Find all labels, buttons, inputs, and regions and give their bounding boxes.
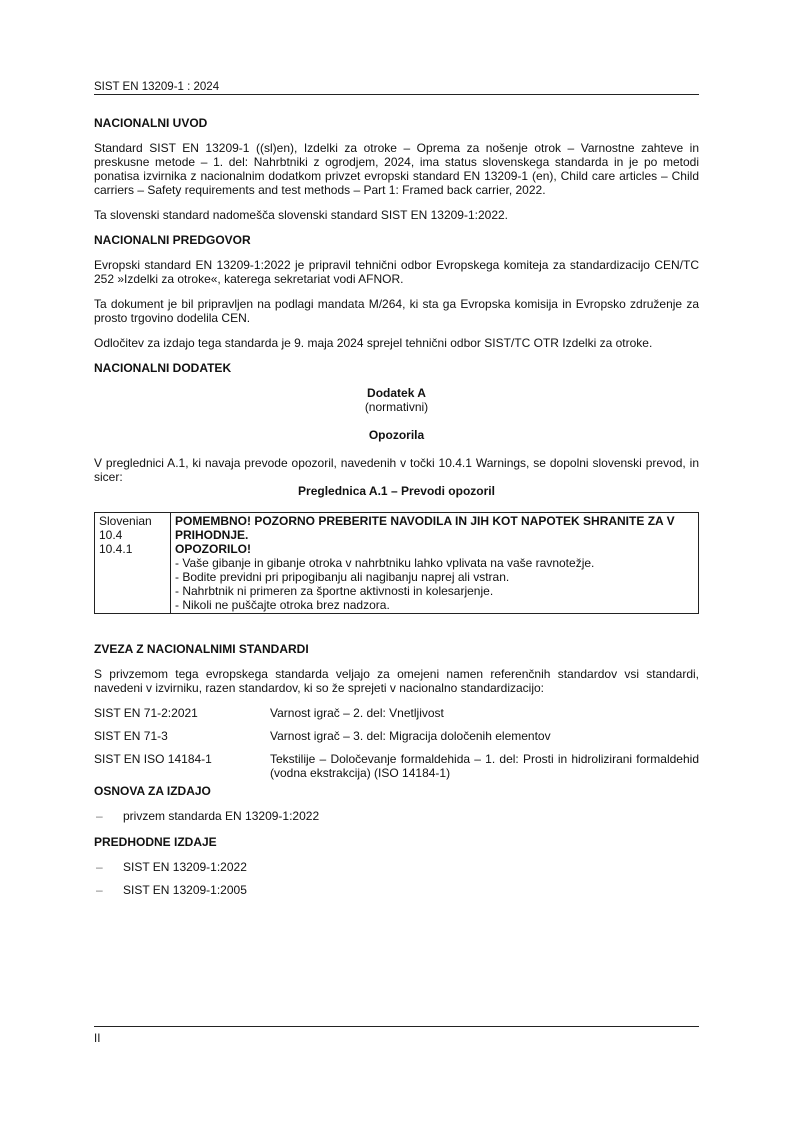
warnings-table	[94, 512, 699, 614]
reference-code: SIST EN 71-2:2021	[94, 706, 198, 720]
warning-item: - Nikoli ne puščajte otroka brez nadzora.	[175, 598, 390, 612]
previous-edition: SIST EN 13209-1:2005	[123, 883, 247, 897]
running-header: SIST EN 13209-1 : 2024	[94, 81, 220, 93]
warning-item: - Nahrbtnik ni primeren za športne aktivnosti in kolesarjenje.	[175, 584, 494, 598]
national-foreword-heading: NACIONALNI PREDGOVOR	[94, 233, 251, 247]
annex-type: (normativni)	[364, 400, 429, 414]
warning-item: - Vaše gibanje in gibanje otroka v nahrbtniku lahko vplivata na vaše ravnotežje.	[175, 556, 595, 570]
header-divider	[94, 94, 699, 95]
basis-item: privzem standarda EN 13209-1:2022	[123, 809, 320, 823]
previous-edition: SIST EN 13209-1:2022	[123, 860, 247, 874]
warning-label: OPOZORILO!	[175, 542, 251, 556]
dash-bullet: –	[96, 809, 103, 823]
replaces-paragraph: Ta slovenski standard nadomešča slovenski standard SIST EN 13209-1:2022.	[94, 208, 509, 222]
reference-title: Tekstilije – Določevanje formaldehida – 1. del: Prosti in hidrolizirani formaldehid (vodna ekstrakcija) (ISO 14184-1)	[270, 752, 699, 780]
national-standards-intro: S privzemom tega evropskega standarda veljajo za omejeni namen referenčnih standardov vsi standardi, navedeni v izvirniku, razen standardov, ki so že sprejeti v nacionalno standardizacijo:	[94, 667, 699, 695]
national-annex-heading: NACIONALNI DODATEK	[94, 361, 232, 375]
translation-cell	[171, 513, 699, 614]
national-intro-heading: NACIONALNI UVOD	[94, 116, 208, 130]
reference-row	[94, 729, 699, 743]
list-item	[94, 883, 699, 897]
foreword-paragraph-3: Odločitev za izdajo tega standarda je 9. maja 2024 sprejel tehnični odbor SIST/TC OTR Izdelki za otroke.	[94, 336, 653, 350]
reference-title: Varnost igrač – 3. del: Migracija določenih elementov	[270, 729, 551, 743]
table-caption: Preglednica A.1 – Prevodi opozoril	[298, 484, 495, 498]
list-item	[94, 860, 699, 874]
list-item	[94, 809, 699, 823]
reference-code: SIST EN ISO 14184-1	[94, 752, 212, 766]
dash-bullet: –	[96, 860, 103, 874]
document-page	[94, 0, 699, 1122]
reference-row	[94, 706, 699, 720]
annex-name: Opozorila	[368, 428, 425, 442]
subclause-number: 10.4.1	[99, 542, 133, 556]
clause-number: 10.4	[99, 528, 123, 542]
national-standards-heading: ZVEZA Z NACIONALNIMI STANDARDI	[94, 642, 309, 656]
important-notice: POMEMBNO! POZORNO PREBERITE NAVODILA IN JIH KOT NAPOTEK SHRANITE ZA V PRIHODNJE.	[175, 514, 675, 542]
language-cell	[95, 513, 171, 614]
national-intro-paragraph: Standard SIST EN 13209-1 ((sl)en), Izdelki za otroke – Oprema za nošenje otrok – Varnostne zahteve in preskusne metode – 1. del: Nahrbtniki z ogrodjem, 2024, ima status slovenskega standarda in je po metodi ponatisa izvirnika z nacionalnim dodatkom privzet evropski standard EN 13209-1 (en), Child care articles – Child carriers – Safety requirements and test methods – Part 1: Framed back carrier, 2022.	[94, 141, 699, 197]
warning-item: - Bodite previdni pri pripogibanju ali nagibanju naprej ali vstran.	[175, 570, 510, 584]
foreword-paragraph-1: Evropski standard EN 13209-1:2022 je pripravil tehnični odbor Evropskega komiteja za standardizacijo CEN/TC 252 »Izdelki za otroke«, katerega sekretariat vodi AFNOR.	[94, 258, 699, 286]
table-row	[95, 513, 699, 614]
reference-code: SIST EN 71-3	[94, 729, 168, 743]
footer-divider	[94, 1026, 699, 1027]
reference-row	[94, 752, 699, 780]
foreword-paragraph-2: Ta dokument je bil pripravljen na podlagi mandata M/264, ki sta ga Evropska komisija in Evropsko združenje za prosto trgovino dodelila CEN.	[94, 297, 699, 325]
reference-title: Varnost igrač – 2. del: Vnetljivost	[270, 706, 444, 720]
previous-editions-heading: PREDHODNE IZDAJE	[94, 835, 217, 849]
basis-heading: OSNOVA ZA IZDAJO	[94, 784, 211, 798]
annex-title: Dodatek A	[367, 386, 426, 400]
page-number: II	[94, 1033, 101, 1045]
page-content	[94, 116, 699, 906]
annex-intro: V preglednici A.1, ki navaja prevode opozoril, navedenih v točki 10.4.1 Warnings, se dopolni slovenski prevod, in sicer:	[94, 456, 699, 484]
language-label: Slovenian	[99, 514, 152, 528]
dash-bullet: –	[96, 883, 103, 897]
